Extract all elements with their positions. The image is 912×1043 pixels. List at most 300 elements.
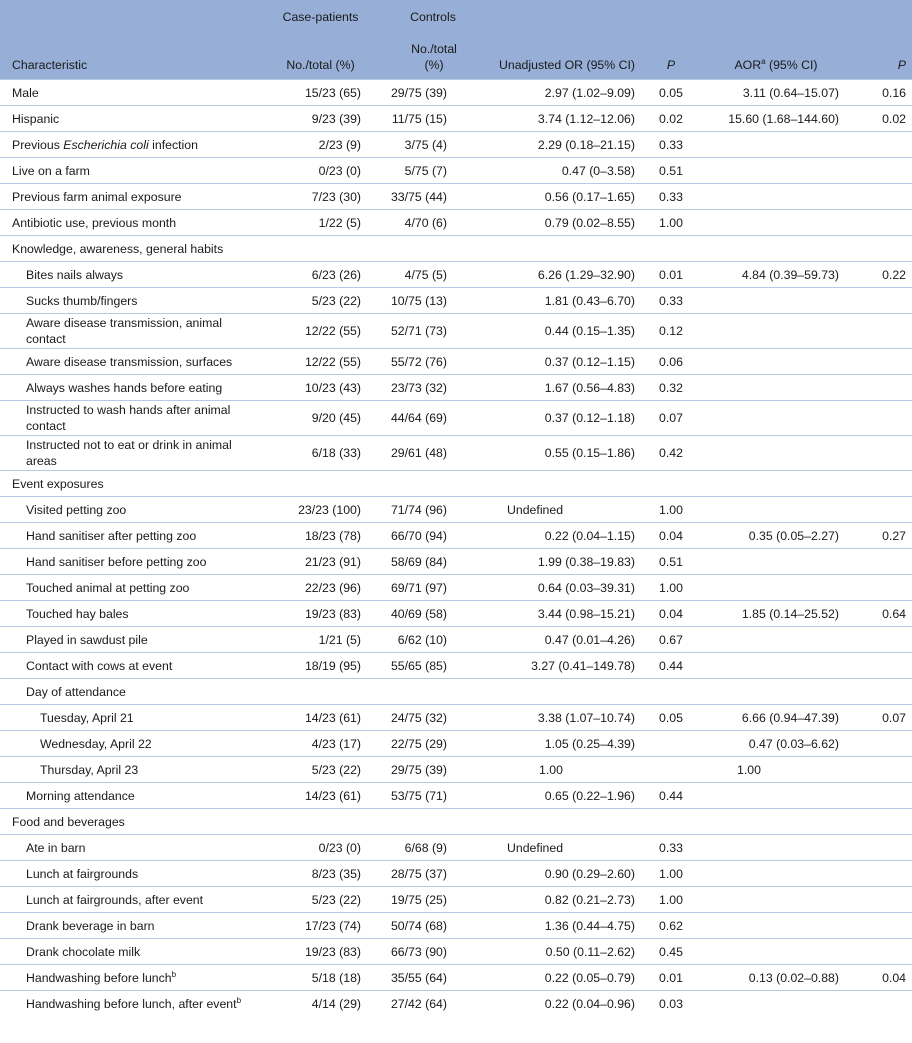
row-aor: [701, 887, 851, 913]
row-unadjusted-or: 2.29 (0.18–21.15): [537, 137, 635, 152]
row-aor: [701, 861, 851, 887]
row-unadjusted-or: 0.90 (0.29–2.60): [544, 866, 635, 881]
row-unadjusted-or: [483, 809, 641, 835]
header-case-count: No./total (%): [286, 58, 355, 72]
row-p-value-adjusted: [851, 349, 912, 375]
row-case-count: 19/23 (83): [304, 944, 361, 959]
row-p-value: 0.07: [659, 411, 683, 425]
row-aor: [701, 158, 851, 184]
row-characteristic: [0, 939, 258, 965]
table-row: [0, 887, 912, 913]
row-unadjusted-or: [483, 236, 641, 262]
row-unadjusted-or: [483, 679, 641, 705]
characteristic-text: Male: [12, 85, 39, 100]
table-row: [0, 783, 912, 809]
row-unadjusted-or: 0.56 (0.17–1.65): [544, 189, 635, 204]
row-p-value-adjusted: [851, 236, 912, 262]
row-case-count: 7/23 (30): [311, 189, 361, 204]
row-case-count: 15/23 (65): [304, 85, 361, 100]
row-aor: [701, 132, 851, 158]
row-unadjusted-or: 0.22 (0.04–1.15): [544, 528, 635, 543]
characteristic-text: Played in sawdust pile: [26, 632, 148, 647]
row-unadjusted-or: 3.44 (0.98–15.21): [537, 606, 635, 621]
table-row: [0, 705, 912, 731]
row-case-count: 5/23 (22): [311, 293, 361, 308]
row-controls-count: 55/72 (76): [390, 354, 447, 369]
row-case-count: 4/23 (17): [311, 736, 361, 751]
row-aor: [701, 809, 851, 835]
row-case-count: 1/22 (5): [318, 215, 361, 230]
header-group-case: Case-patients: [282, 10, 359, 24]
footnote-marker: b: [236, 995, 242, 1005]
characteristic-text: Wednesday, April 22: [40, 736, 152, 751]
table-row: [0, 627, 912, 653]
row-controls-count: 11/75 (15): [391, 111, 447, 126]
row-controls-count: 33/75 (44): [390, 189, 447, 204]
table-row: [0, 549, 912, 575]
row-aor: 0.35 (0.05–2.27): [748, 528, 839, 543]
row-controls-count: [383, 236, 483, 262]
characteristic-text: Sucks thumb/fingers: [26, 293, 138, 308]
characteristic-text: Thursday, April 23: [40, 762, 139, 777]
row-unadjusted-or: 0.47 (0–3.58): [561, 163, 635, 178]
header-aor-footnote: a: [761, 56, 766, 66]
row-p-value: 0.05: [659, 85, 683, 100]
row-p-value: 0.02: [659, 111, 683, 126]
table-row: [0, 132, 912, 158]
characteristic-text: Drank chocolate milk: [26, 944, 141, 959]
characteristic-text: Touched hay bales: [26, 606, 129, 621]
row-unadjusted-or: 1.00: [539, 762, 563, 777]
row-p-value: 0.44: [659, 658, 683, 673]
row-controls-count: 66/73 (90): [390, 944, 447, 959]
table-row: [0, 523, 912, 549]
row-p-value-adjusted: [851, 679, 912, 705]
row-aor: 0.47 (0.03–6.62): [748, 736, 839, 751]
table-row: [0, 757, 912, 783]
row-characteristic: [0, 436, 258, 471]
row-case-count: 5/18 (18): [311, 970, 361, 985]
characteristic-text: Contact with cows at event: [26, 658, 173, 673]
row-p-value-adjusted: [851, 861, 912, 887]
table-row: [0, 436, 912, 471]
row-controls-count: 24/75 (32): [390, 710, 447, 725]
row-characteristic: [0, 887, 258, 913]
row-aor: [701, 783, 851, 809]
row-case-count: 6/23 (26): [311, 267, 361, 282]
row-p-value-adjusted: [851, 210, 912, 236]
characteristic-text: Touched animal at petting zoo: [26, 580, 190, 595]
characteristic-text: Hand sanitiser before petting zoo: [26, 554, 207, 569]
row-unadjusted-or: [483, 471, 641, 497]
row-case-count: 4/14 (29): [311, 996, 361, 1011]
row-characteristic: [0, 262, 258, 288]
characteristic-text: Tuesday, April 21: [40, 710, 134, 725]
characteristic-text: Previous: [12, 137, 64, 152]
row-controls-count: 50/74 (68): [390, 918, 447, 933]
row-controls-count: 29/75 (39): [390, 85, 447, 100]
row-unadjusted-or: 0.50 (0.11–2.62): [545, 944, 635, 959]
row-aor: 4.84 (0.39–59.73): [741, 267, 839, 282]
table-row: [0, 809, 912, 835]
row-case-count: 6/18 (33): [311, 446, 361, 460]
row-p-value: [641, 731, 701, 757]
row-p-value-adjusted: 0.07: [882, 710, 906, 725]
characteristic-text: Lunch at fairgrounds, after event: [26, 892, 204, 907]
row-characteristic: [0, 705, 258, 731]
row-aor: [701, 913, 851, 939]
row-controls-count: 22/75 (29): [390, 736, 447, 751]
characteristic-text: Knowledge, awareness, general habits: [12, 241, 224, 256]
characteristic-text: Previous farm animal exposure: [12, 189, 182, 204]
row-aor: [701, 210, 851, 236]
characteristic-text: Antibiotic use, previous month: [12, 215, 177, 230]
row-p-value-adjusted: [851, 436, 912, 471]
row-aor: [701, 471, 851, 497]
characteristic-text: Aware disease transmission, animal contact: [26, 316, 222, 346]
row-p-value: [641, 757, 701, 783]
row-controls-count: 55/65 (85): [390, 658, 447, 673]
row-p-value: [641, 679, 701, 705]
row-controls-count: 23/73 (32): [390, 380, 447, 395]
row-characteristic: [0, 349, 258, 375]
characteristic-text: Food and beverages: [12, 814, 125, 829]
table-row: [0, 401, 912, 436]
table-row: [0, 471, 912, 497]
row-p-value-adjusted: [851, 809, 912, 835]
table-row: [0, 106, 912, 132]
header-aor-ci: (95% CI): [765, 58, 818, 72]
row-case-count: 5/23 (22): [311, 892, 361, 907]
row-controls-count: 28/75 (37): [390, 866, 447, 881]
row-p-value-adjusted: 0.64: [882, 606, 906, 621]
characteristic-text: Hand sanitiser after petting zoo: [26, 528, 197, 543]
row-p-value: 0.51: [659, 554, 683, 569]
row-controls-count: 19/75 (25): [390, 892, 447, 907]
characteristic-text: Morning attendance: [26, 788, 135, 803]
characteristic-text: infection: [148, 137, 198, 152]
row-case-count: 2/23 (9): [318, 137, 361, 152]
row-controls-count: 66/70 (94): [390, 528, 447, 543]
row-p-value-adjusted: [851, 991, 912, 1017]
header-group-controls: Controls: [410, 10, 456, 24]
row-p-value-adjusted: 0.04: [882, 970, 906, 985]
header-controls-count: [383, 35, 483, 80]
row-case-count: 19/23 (83): [304, 606, 361, 621]
row-p-value: 0.12: [659, 324, 683, 338]
row-unadjusted-or: 6.26 (1.29–32.90): [537, 267, 635, 282]
row-p-value: 0.51: [659, 163, 683, 178]
row-p-value: 1.00: [659, 502, 683, 517]
row-unadjusted-or: 0.22 (0.05–0.79): [544, 970, 635, 985]
characteristic-text: Bites nails always: [26, 267, 124, 282]
row-controls-count: 69/71 (97): [390, 580, 447, 595]
row-unadjusted-or: 0.22 (0.04–0.96): [544, 996, 635, 1011]
row-controls-count: 5/75 (7): [404, 163, 447, 178]
row-p-value-adjusted: [851, 158, 912, 184]
row-unadjusted-or: 0.37 (0.12–1.18): [544, 411, 635, 425]
row-p-value: 0.33: [659, 840, 683, 855]
table-row: [0, 375, 912, 401]
row-aor: 6.66 (0.94–47.39): [741, 710, 839, 725]
row-aor: 3.11 (0.64–15.07): [742, 85, 839, 100]
row-unadjusted-or: 0.64 (0.03–39.31): [537, 580, 635, 595]
row-p-value-adjusted: [851, 184, 912, 210]
row-characteristic: [0, 80, 258, 106]
row-case-count: 10/23 (43): [304, 380, 361, 395]
row-aor: [701, 349, 851, 375]
row-p-value-adjusted: [851, 132, 912, 158]
characteristic-text: Instructed to wash hands after animal contact: [26, 403, 231, 433]
row-characteristic: [0, 627, 258, 653]
row-aor: [701, 575, 851, 601]
characteristic-text: Event exposures: [12, 476, 104, 491]
characteristic-text: Handwashing before lunch, after event: [26, 996, 237, 1011]
table-body: [0, 80, 912, 1017]
row-aor: [701, 991, 851, 1017]
row-p-value: 0.33: [659, 137, 683, 152]
row-aor: 15.60 (1.68–144.60): [728, 111, 839, 126]
row-controls-count: 53/75 (71): [390, 788, 447, 803]
row-p-value-adjusted: [851, 549, 912, 575]
row-aor: [701, 314, 851, 349]
row-p-value-adjusted: [851, 653, 912, 679]
row-characteristic: [0, 401, 258, 436]
row-controls-count: 40/69 (58): [390, 606, 447, 621]
row-controls-count: 58/69 (84): [390, 554, 447, 569]
row-p-value-adjusted: 0.27: [882, 528, 906, 543]
row-unadjusted-or: 1.67 (0.56–4.83): [544, 380, 635, 395]
row-controls-count: 6/68 (9): [404, 840, 447, 855]
row-unadjusted-or: 1.99 (0.38–19.83): [537, 554, 635, 569]
row-p-value-adjusted: [851, 497, 912, 523]
row-characteristic: [0, 601, 258, 627]
header-characteristic: Characteristic: [12, 58, 88, 72]
row-unadjusted-or: 2.97 (1.02–9.09): [544, 85, 635, 100]
row-case-count: 0/23 (0): [318, 840, 361, 855]
row-controls-count: 27/42 (64): [390, 996, 447, 1011]
table-row: [0, 80, 912, 106]
row-controls-count: 29/61 (48): [390, 446, 447, 460]
row-controls-count: 35/55 (64): [390, 970, 447, 985]
row-characteristic: [0, 783, 258, 809]
row-unadjusted-or: Undefined: [507, 840, 564, 855]
row-case-count: 9/20 (45): [311, 411, 361, 425]
row-aor: 0.13 (0.02–0.88): [748, 970, 839, 985]
characteristic-text: Aware disease transmission, surfaces: [26, 354, 233, 369]
row-characteristic: [0, 991, 258, 1017]
row-characteristic: [0, 471, 258, 497]
row-unadjusted-or: 0.65 (0.22–1.96): [544, 788, 635, 803]
characteristic-text: Handwashing before lunch: [26, 970, 172, 985]
row-p-value: 0.33: [659, 293, 683, 308]
row-p-value-adjusted: [851, 401, 912, 436]
characteristic-text: Live on a farm: [12, 163, 90, 178]
row-aor: [701, 184, 851, 210]
characteristic-text: Lunch at fairgrounds: [26, 866, 139, 881]
row-case-count: 14/23 (61): [304, 710, 361, 725]
row-characteristic: [0, 132, 258, 158]
row-controls-count: 6/62 (10): [397, 632, 447, 647]
header-unadjusted-or: Unadjusted OR (95% CI): [498, 58, 635, 72]
header-aor-label: AOR: [734, 58, 762, 72]
row-p-value: 1.00: [659, 866, 683, 881]
row-p-value: 0.42: [659, 446, 683, 460]
row-p-value: 0.44: [659, 788, 683, 803]
row-p-value: 0.33: [659, 189, 683, 204]
row-case-count: 9/23 (39): [311, 111, 361, 126]
table-row: [0, 349, 912, 375]
row-aor: [701, 627, 851, 653]
row-unadjusted-or: 3.27 (0.41–149.78): [531, 658, 635, 673]
row-characteristic: [0, 314, 258, 349]
row-controls-count: [383, 679, 483, 705]
row-case-count: 12/22 (55): [304, 354, 361, 369]
row-p-value: 0.05: [659, 710, 683, 725]
row-aor: [701, 375, 851, 401]
row-characteristic: [0, 375, 258, 401]
header-p-value: P: [666, 58, 676, 72]
row-p-value: [641, 471, 701, 497]
table-row: [0, 653, 912, 679]
row-aor: [701, 939, 851, 965]
characteristic-text: Ate in barn: [26, 840, 86, 855]
characteristic-text: Always washes hands before eating: [26, 380, 223, 395]
row-p-value: 0.01: [659, 267, 683, 282]
row-unadjusted-or: 0.79 (0.02–8.55): [544, 215, 635, 230]
row-p-value-adjusted: 0.22: [882, 267, 906, 282]
row-case-count: 17/23 (74): [304, 918, 361, 933]
row-case-count: [258, 236, 383, 262]
table-row: [0, 184, 912, 210]
table-row: [0, 679, 912, 705]
row-controls-count: [383, 471, 483, 497]
row-unadjusted-or: 1.81 (0.43–6.70): [544, 293, 635, 308]
row-unadjusted-or: 3.74 (1.12–12.06): [537, 111, 635, 126]
header-aor: [701, 35, 851, 80]
table-row: [0, 835, 912, 861]
row-p-value: 0.03: [659, 996, 683, 1011]
row-p-value-adjusted: [851, 288, 912, 314]
row-p-value-adjusted: [851, 835, 912, 861]
row-characteristic: [0, 497, 258, 523]
row-controls-count: [383, 809, 483, 835]
row-characteristic: [0, 757, 258, 783]
row-case-count: 21/23 (91): [304, 554, 361, 569]
characteristic-text: Drank beverage in barn: [26, 918, 155, 933]
row-aor: [701, 653, 851, 679]
row-aor: [701, 401, 851, 436]
row-unadjusted-or: 0.37 (0.12–1.15): [544, 354, 635, 369]
row-p-value: [641, 809, 701, 835]
row-characteristic: [0, 965, 258, 991]
characteristic-italic-text: Escherichia coli: [63, 137, 149, 152]
row-case-count: 12/22 (55): [304, 324, 361, 338]
footnote-marker: b: [171, 969, 177, 979]
table-row: [0, 288, 912, 314]
row-controls-count: 10/75 (13): [390, 293, 447, 308]
row-case-count: 23/23 (100): [298, 502, 361, 517]
row-case-count: 22/23 (96): [304, 580, 361, 595]
row-p-value: 1.00: [659, 215, 683, 230]
row-unadjusted-or: 1.36 (0.44–4.75): [544, 918, 635, 933]
row-p-value-adjusted: [851, 375, 912, 401]
row-p-value-adjusted: [851, 314, 912, 349]
characteristic-text: Hispanic: [12, 111, 60, 126]
row-controls-count: 44/64 (69): [390, 411, 447, 425]
table-row: [0, 965, 912, 991]
row-p-value: 0.45: [659, 944, 683, 959]
table-row: [0, 497, 912, 523]
row-p-value-adjusted: [851, 627, 912, 653]
row-p-value: 0.01: [659, 970, 683, 985]
row-controls-count: 52/71 (73): [390, 324, 447, 338]
row-case-count: [258, 471, 383, 497]
row-case-count: 8/23 (35): [311, 866, 361, 881]
row-aor: 1.00: [737, 762, 761, 777]
row-aor: [701, 497, 851, 523]
table-header: [0, 0, 912, 80]
row-p-value-adjusted: 0.16: [882, 85, 906, 100]
row-p-value: 1.00: [659, 892, 683, 907]
table-row: [0, 575, 912, 601]
row-p-value: 1.00: [659, 580, 683, 595]
row-p-value-adjusted: [851, 731, 912, 757]
characteristic-text: Instructed not to eat or drink in animal areas: [26, 438, 232, 468]
table-row: [0, 861, 912, 887]
row-case-count: 0/23 (0): [318, 163, 361, 178]
characteristic-text: Visited petting zoo: [26, 502, 127, 517]
row-p-value-adjusted: [851, 471, 912, 497]
row-unadjusted-or: 0.47 (0.01–4.26): [544, 632, 635, 647]
row-controls-count: 29/75 (39): [390, 762, 447, 777]
row-characteristic: [0, 236, 258, 262]
table-row: [0, 236, 912, 262]
row-characteristic: [0, 913, 258, 939]
row-p-value-adjusted: [851, 575, 912, 601]
row-aor: [701, 288, 851, 314]
row-unadjusted-or: Undefined: [507, 502, 564, 517]
row-unadjusted-or: 1.05 (0.25–4.39): [544, 736, 635, 751]
row-p-value-adjusted: 0.02: [882, 111, 906, 126]
table-row: [0, 262, 912, 288]
row-p-value: 0.04: [659, 606, 683, 621]
row-characteristic: [0, 288, 258, 314]
header-controls-count-text: No./total (%): [411, 42, 457, 72]
row-characteristic: [0, 861, 258, 887]
row-unadjusted-or: 0.82 (0.21–2.73): [544, 892, 635, 907]
row-characteristic: [0, 158, 258, 184]
row-case-count: 5/23 (22): [311, 762, 361, 777]
row-unadjusted-or: 3.38 (1.07–10.74): [537, 710, 635, 725]
row-aor: [701, 436, 851, 471]
row-characteristic: [0, 679, 258, 705]
row-controls-count: 71/74 (96): [390, 502, 447, 517]
row-characteristic: [0, 731, 258, 757]
row-characteristic: [0, 809, 258, 835]
row-characteristic: [0, 523, 258, 549]
row-controls-count: 4/70 (6): [404, 215, 447, 230]
row-p-value: 0.06: [659, 354, 683, 369]
row-aor: [701, 679, 851, 705]
table-row: [0, 913, 912, 939]
row-p-value: 0.04: [659, 528, 683, 543]
row-p-value-adjusted: [851, 783, 912, 809]
row-case-count: 1/21 (5): [318, 632, 361, 647]
row-unadjusted-or: 0.44 (0.15–1.35): [544, 324, 635, 338]
row-characteristic: [0, 106, 258, 132]
table-row: [0, 158, 912, 184]
